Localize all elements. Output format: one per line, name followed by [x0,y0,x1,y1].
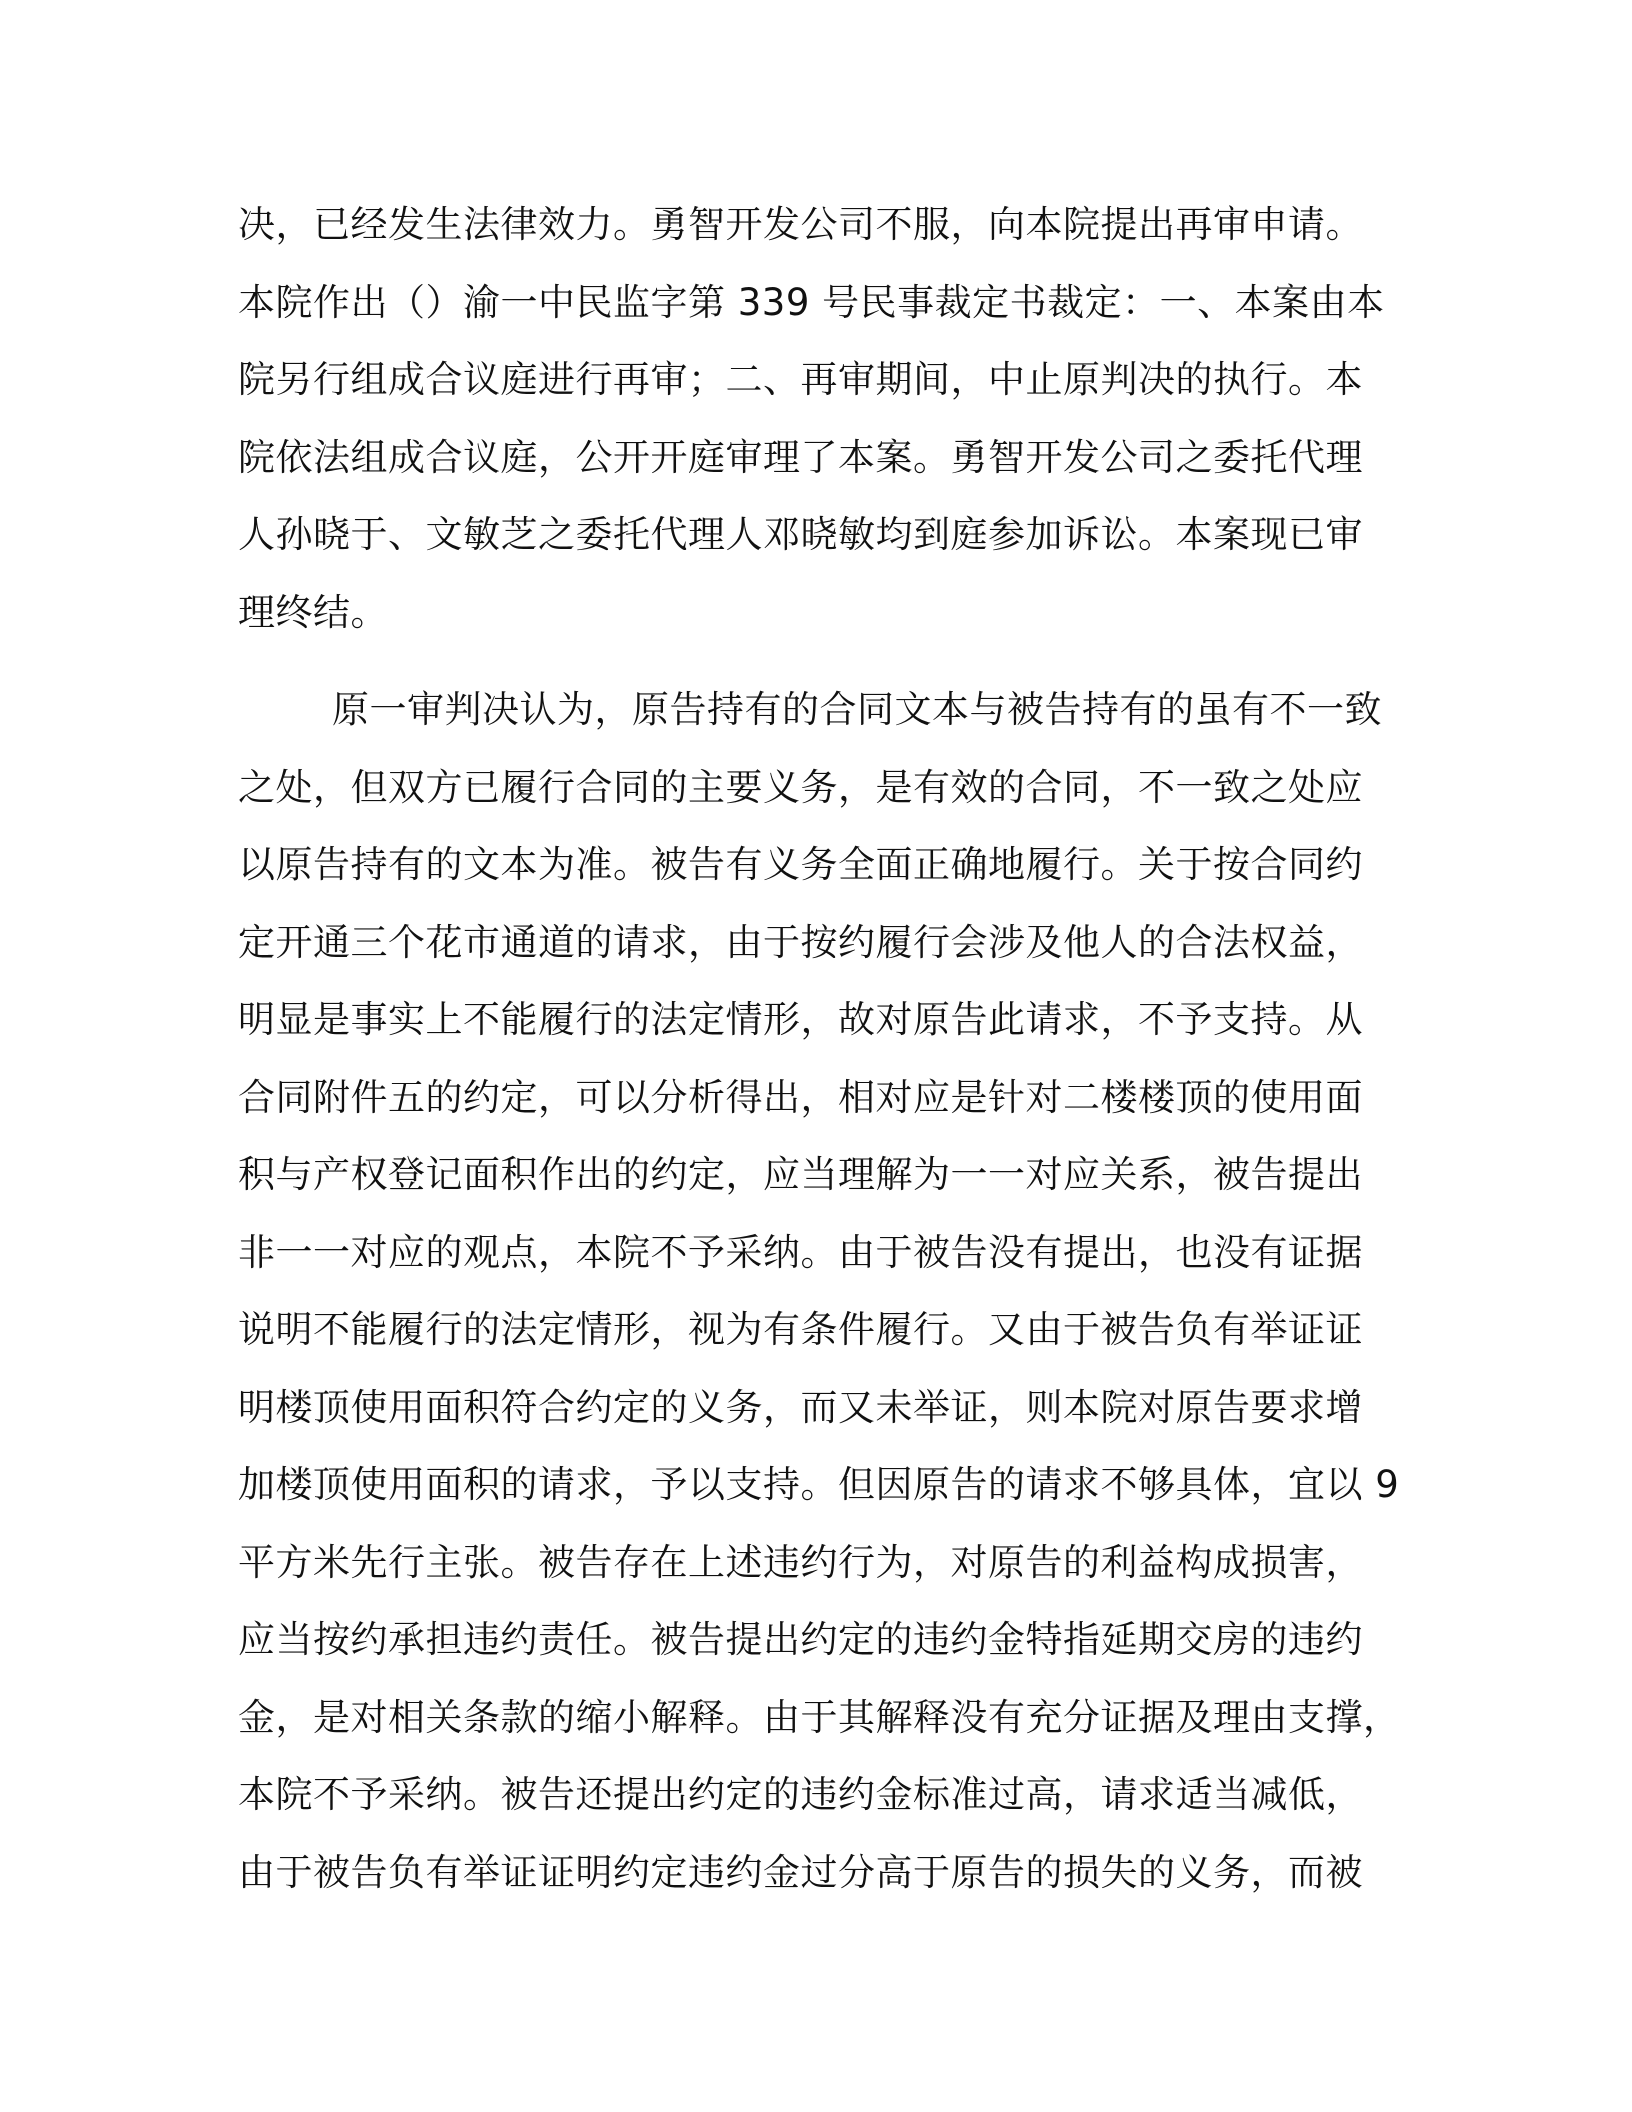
paragraph-line: 原一审判决认为，原告持有的合同文本与被告持有的虽有不一致 [332,688,1382,731]
paragraph-line: 应当按约承担违约责任。被告提出约定的违约金特指延期交房的违约 [238,1618,1363,1661]
paragraph-line: 积与产权登记面积作出的约定，应当理解为一一对应关系，被告提出 [238,1153,1363,1196]
paragraph-1 [238,186,1385,651]
paragraph-line: 院另行组成合议庭进行再审；二、再审期间，中止原判决的执行。本 [238,358,1363,401]
paragraph-line: 加楼顶使用面积的请求，予以支持。但因原告的请求不够具体，宜以 9 [238,1463,1400,1506]
paragraph-line: 理终结。 [238,590,388,634]
paragraph-line: 金，是对相关条款的缩小解释。由于其解释没有充分证据及理由支撑， [238,1695,1401,1739]
paragraph-line: 非一一对应的观点，本院不予采纳。由于被告没有提出，也没有证据 [238,1230,1363,1274]
document-body [238,186,1401,1911]
paragraph-line: 院依法组成合议庭，公开开庭审理了本案。勇智开发公司之委托代理 [238,435,1363,479]
paragraph-line: 人孙晓于、文敏芝之委托代理人邓晓敏均到庭参加诉讼。本案现已审 [238,513,1363,556]
paragraph-line: 本院作出（）渝一中民监字第 339 号民事裁定书裁定：一、本案由本 [238,280,1385,324]
paragraph-line: 合同附件五的约定，可以分析得出，相对应是针对二楼楼顶的使用面 [238,1075,1363,1119]
paragraph-line: 定开通三个花市通道的请求，由于按约履行会涉及他人的合法权益， [238,920,1363,964]
paragraph-line: 之处，但双方已履行合同的主要义务，是有效的合同，不一致之处应 [238,765,1363,809]
paragraph-line: 以原告持有的文本为准。被告有义务全面正确地履行。关于按合同约 [238,843,1363,886]
paragraph-line: 决，已经发生法律效力。勇智开发公司不服，向本院提出再审申请。 [238,203,1363,246]
paragraph-spacer [238,651,1378,671]
paragraph-line: 明楼顶使用面积符合约定的义务，而又未举证，则本院对原告要求增 [238,1385,1363,1429]
paragraph-line: 本院不予采纳。被告还提出约定的违约金标准过高，请求适当减低， [238,1773,1363,1816]
paragraph-2 [238,671,1401,1911]
paragraph-line: 说明不能履行的法定情形，视为有条件履行。又由于被告负有举证证 [238,1308,1363,1351]
paragraph-line: 平方米先行主张。被告存在上述违约行为，对原告的利益构成损害， [238,1540,1363,1584]
paragraph-line: 由于被告负有举证证明约定违约金过分高于原告的损失的义务，而被 [238,1850,1363,1894]
paragraph-line: 明显是事实上不能履行的法定情形，故对原告此请求，不予支持。从 [238,998,1363,1041]
